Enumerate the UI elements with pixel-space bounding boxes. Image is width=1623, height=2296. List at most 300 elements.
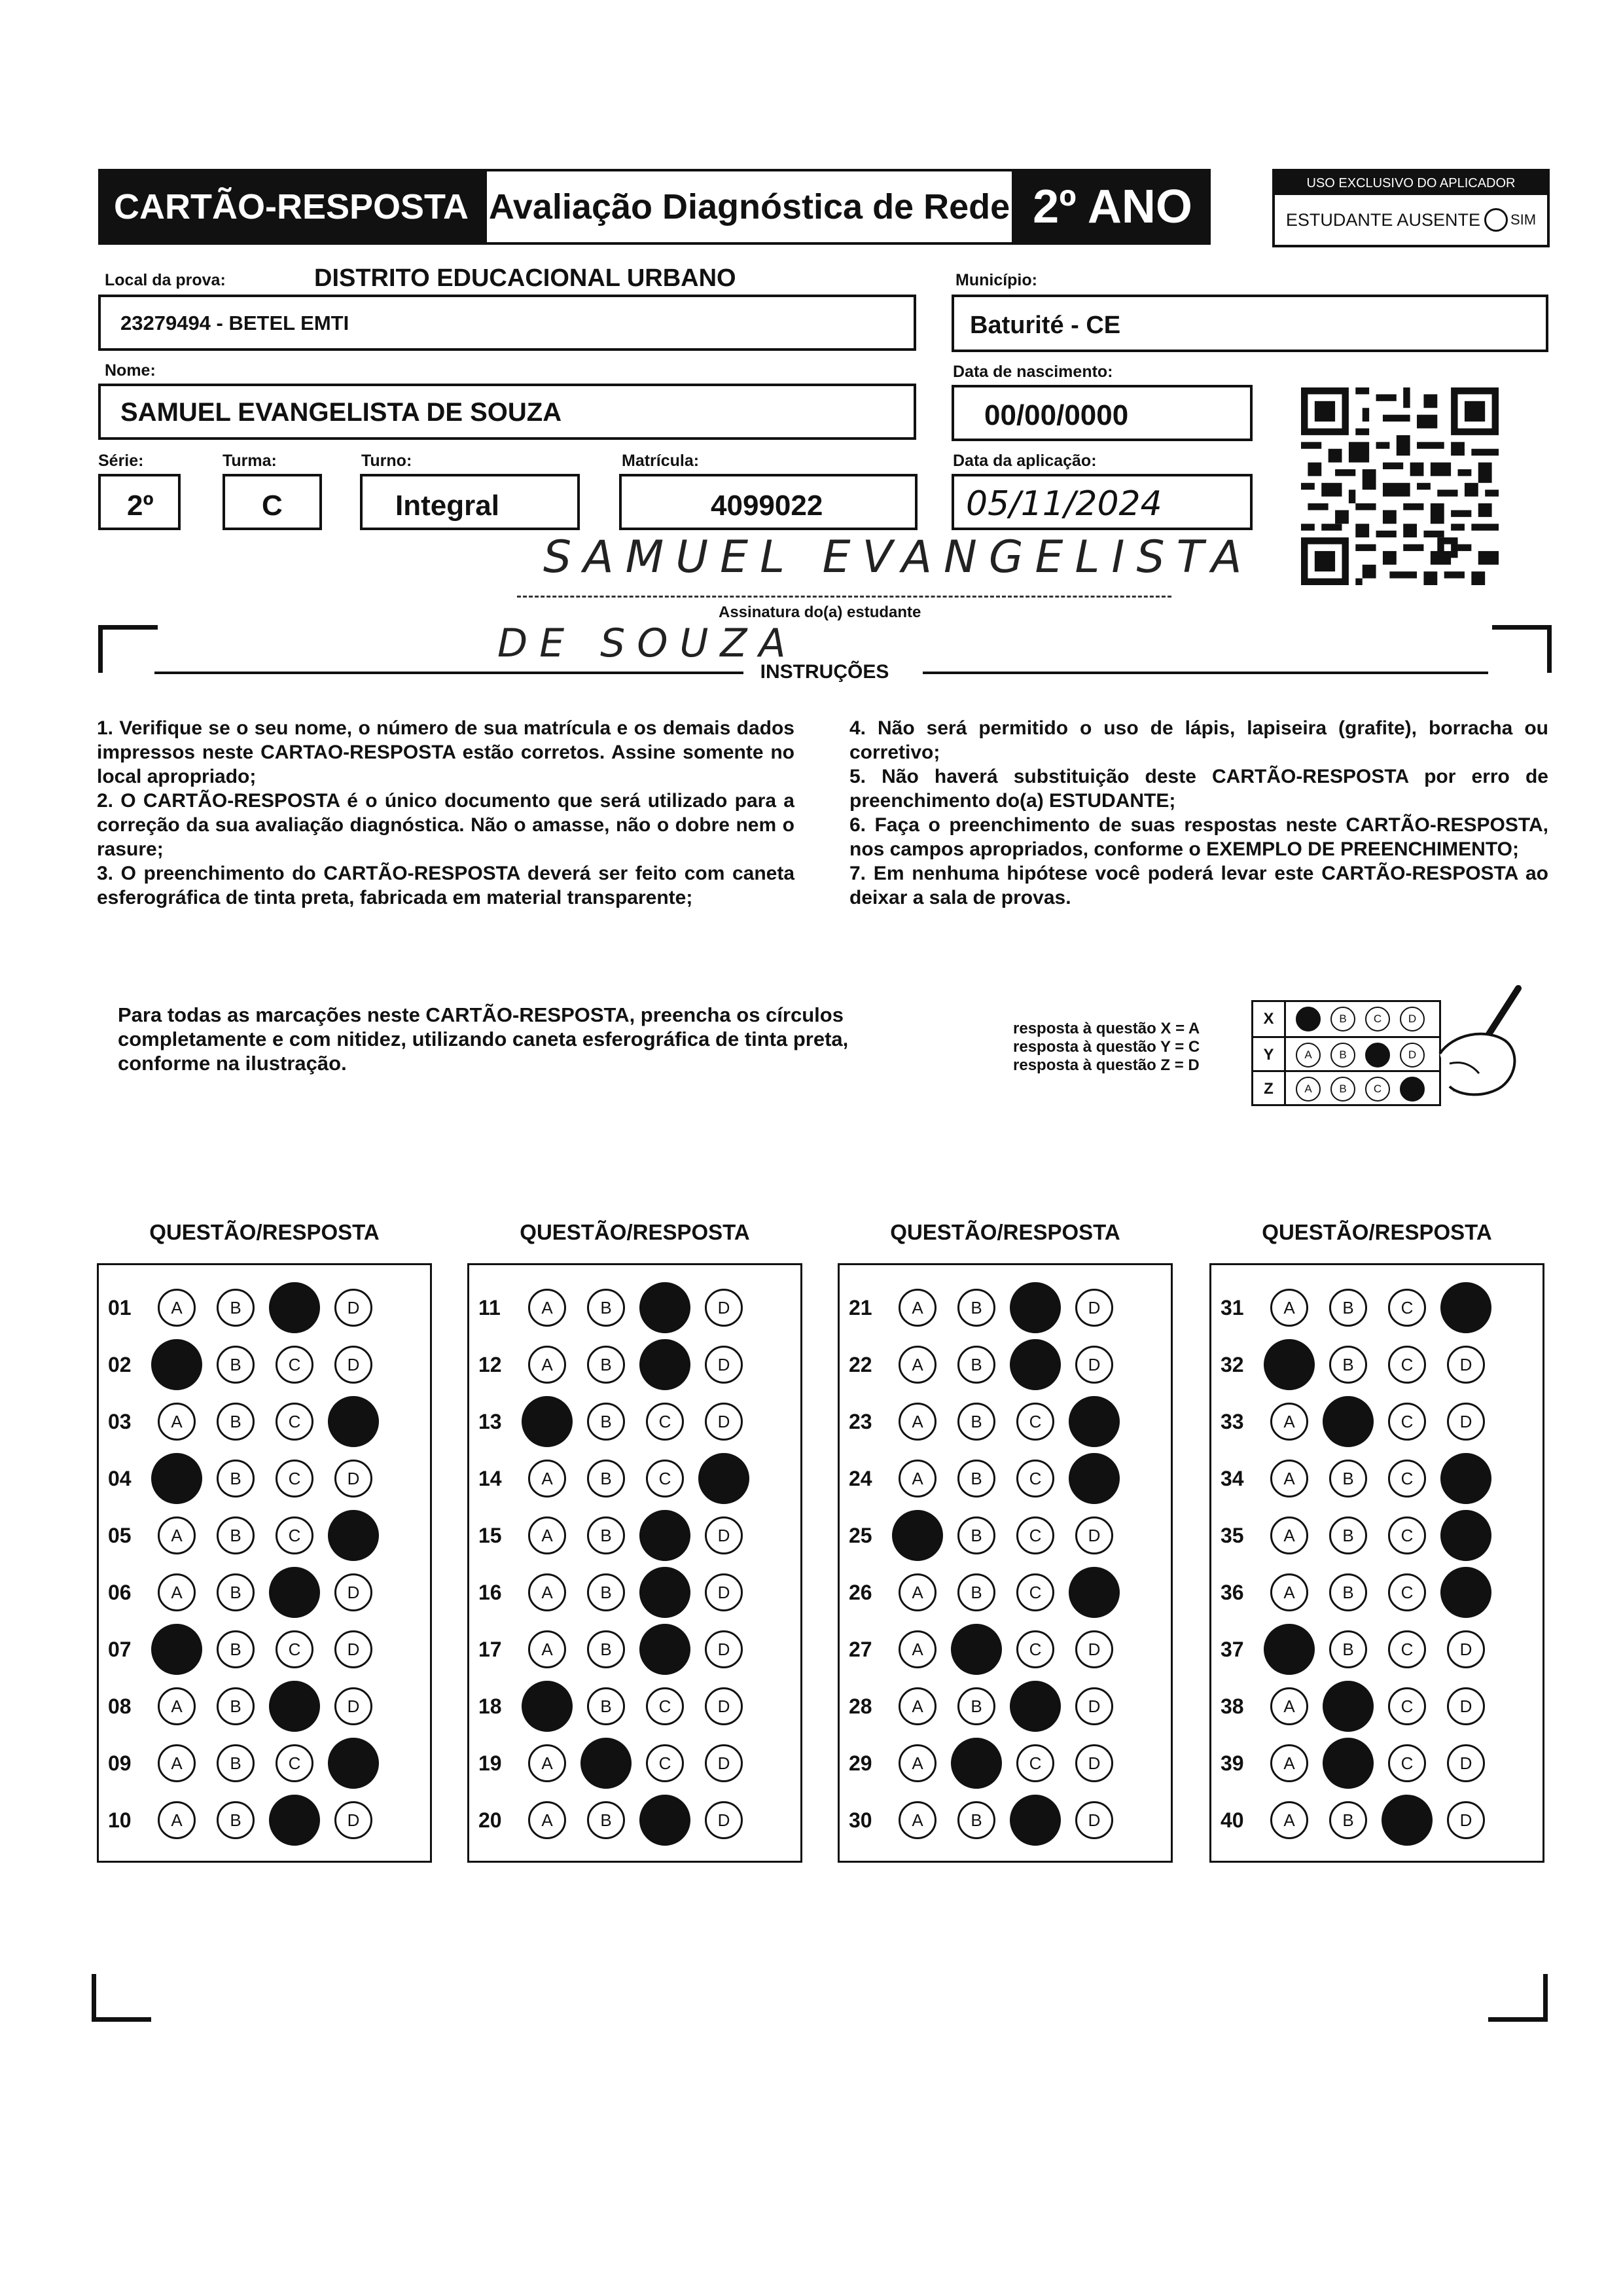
answer-bubble[interactable] [151,1453,202,1504]
question-number: 27 [849,1637,872,1661]
answer-bubble[interactable] [639,1339,690,1390]
question-number: 06 [108,1580,132,1604]
answer-bubble[interactable]: B [957,1573,995,1611]
answer-bubble[interactable]: B [217,1289,255,1327]
signature-dotted-line [517,596,1171,598]
question-number: 40 [1221,1808,1244,1832]
answer-bubble[interactable]: B [957,1801,995,1839]
nome-field [98,384,916,440]
answer-bubble[interactable]: A [1270,1687,1308,1725]
question-number: 29 [849,1751,872,1775]
absent-checkbox[interactable] [1484,208,1508,232]
example-bubble: B [1330,1007,1355,1031]
answer-bubble[interactable]: D [705,1573,743,1611]
question-row [469,1285,764,1331]
answer-bubble[interactable] [639,1567,690,1618]
fill-instruction: Para todas as marcações neste CARTÃO-RESPOSTA, preencha os círculos completamente e com nitidez, utilizando caneta esferográfica de tinta preta, conforme na ilustração. [118,1003,849,1075]
question-row [469,1626,764,1672]
answer-bubble[interactable]: D [705,1289,743,1327]
answer-bubble[interactable]: D [1447,1801,1485,1839]
question-row [840,1740,1134,1786]
answer-bubble[interactable]: A [1270,1289,1308,1327]
answer-bubble[interactable] [328,1510,379,1561]
question-number: 03 [108,1409,132,1433]
answer-bubble[interactable]: D [334,1346,372,1384]
turma-label: Turma: [223,452,277,470]
question-number: 21 [849,1295,872,1319]
answer-bubble[interactable]: A [528,1573,566,1611]
answer-bubble[interactable]: A [528,1460,566,1498]
signature-line1: SAMUEL EVANGELISTA [543,531,1254,583]
answer-bubble[interactable]: B [1329,1630,1367,1668]
question-row [469,1683,764,1729]
question-row [99,1456,393,1501]
answer-bubble[interactable]: C [1388,1403,1426,1441]
question-row [840,1342,1134,1388]
nascimento-label: Data de nascimento: [953,363,1113,381]
answer-bubble[interactable] [328,1738,379,1789]
answer-bubble[interactable]: A [899,1573,936,1611]
serie-label: Série: [98,452,144,470]
serie-value: 2º [127,490,154,522]
exam-title-text: Avaliação Diagnóstica de Rede [488,187,1010,226]
question-row [1211,1740,1506,1786]
question-number: 11 [478,1295,501,1319]
answer-bubble[interactable]: C [276,1630,313,1668]
answer-bubble[interactable]: B [957,1687,995,1725]
answer-bubble[interactable]: C [1388,1687,1426,1725]
answer-bubble[interactable]: D [705,1403,743,1441]
question-row [99,1342,393,1388]
example-row-label: Z [1253,1072,1286,1106]
answer-bubble[interactable] [1440,1510,1491,1561]
answer-bubble[interactable]: C [1016,1460,1054,1498]
turno-field [360,474,580,530]
answer-bubble[interactable]: D [705,1630,743,1668]
question-number: 18 [478,1694,502,1718]
answer-bubble[interactable]: B [957,1460,995,1498]
question-number: 25 [849,1523,872,1547]
matricula-label: Matrícula: [622,452,700,470]
question-row [99,1399,393,1444]
example-line-y: resposta à questão Y = C [1013,1038,1200,1056]
absent-row [1275,195,1547,245]
answer-bubble[interactable] [1440,1567,1491,1618]
answer-bubble[interactable]: D [1075,1346,1113,1384]
answer-bubble[interactable]: B [217,1346,255,1384]
instruction-2: 2. O CARTÃO-RESPOSTA é o único documento que será utilizado para a correção da sua avaliação diagnóstica. Não o amasse, não o dobre nem o rasure; [97,790,794,860]
nascimento-field [952,385,1253,441]
answer-bubble[interactable]: A [899,1403,936,1441]
answer-bubble[interactable] [698,1453,749,1504]
answer-bubble[interactable]: A [1270,1460,1308,1498]
question-number: 09 [108,1751,132,1775]
answer-bubble[interactable] [1010,1339,1061,1390]
aplicacao-field [952,474,1253,530]
absent-option: SIM [1510,211,1537,228]
example-bubble: C [1365,1077,1390,1102]
answer-bubble[interactable]: D [705,1346,743,1384]
answer-bubble[interactable]: D [705,1801,743,1839]
example-row-label: Y [1253,1038,1286,1072]
answer-bubble[interactable]: A [158,1801,196,1839]
grid-title: QUESTÃO/RESPOSTA [1262,1220,1492,1244]
question-number: 17 [478,1637,502,1661]
corner-mark-bottom-right [1488,1974,1548,2022]
example-legend [1013,1020,1200,1075]
instruction-7: 7. Em nenhuma hipótese você poderá levar este CARTÃO-RESPOSTA ao deixar a sala de provas. [849,863,1548,908]
question-row [840,1570,1134,1615]
answer-bubble[interactable]: C [276,1460,313,1498]
answer-bubble[interactable] [1264,1624,1315,1675]
answer-bubble[interactable]: B [217,1460,255,1498]
question-row [469,1342,764,1388]
question-number: 19 [478,1751,502,1775]
absent-label: ESTUDANTE AUSENTE [1285,209,1480,230]
answer-bubble[interactable]: C [1388,1573,1426,1611]
local-label: Local da prova: [105,271,226,289]
answer-bubble[interactable]: C [276,1403,313,1441]
answer-bubble[interactable]: D [1075,1801,1113,1839]
answer-bubble[interactable]: D [334,1573,372,1611]
question-row [1211,1456,1506,1501]
turno-label: Turno: [361,452,412,470]
answer-bubble[interactable]: B [217,1516,255,1554]
answer-bubble[interactable]: D [334,1630,372,1668]
answer-bubble[interactable] [1382,1795,1433,1846]
answer-bubble[interactable]: A [1270,1801,1308,1839]
question-row [99,1626,393,1672]
grid-title: QUESTÃO/RESPOSTA [149,1220,380,1244]
answer-bubble[interactable]: B [957,1346,995,1384]
answer-bubble[interactable] [522,1681,573,1732]
answer-bubble[interactable]: B [587,1801,625,1839]
answer-bubble[interactable]: B [587,1573,625,1611]
instruction-6: 6. Faça o preenchimento de suas respostas neste CARTÃO-RESPOSTA, nos campos apropriados, conforme o EXEMPLO DE PREENCHIMENTO; [849,814,1548,860]
answer-bubble[interactable]: A [1270,1403,1308,1441]
answer-bubble[interactable]: C [1388,1744,1426,1782]
question-number: 32 [1221,1352,1244,1376]
answer-bubble[interactable]: D [334,1460,372,1498]
answer-grid-column [838,1263,1173,1863]
answer-bubble[interactable]: A [528,1801,566,1839]
question-number: 14 [478,1466,502,1490]
answer-bubble[interactable] [269,1681,320,1732]
answer-bubble[interactable]: A [1270,1516,1308,1554]
answer-bubble[interactable]: B [587,1460,625,1498]
answer-bubble[interactable] [639,1510,690,1561]
answer-bubble[interactable]: C [1016,1573,1054,1611]
instructions-left-column [97,716,794,910]
answer-bubble[interactable]: C [276,1516,313,1554]
answer-bubble[interactable] [1323,1681,1374,1732]
answer-bubble[interactable] [1069,1453,1120,1504]
question-number: 37 [1221,1637,1244,1661]
answer-bubble[interactable]: D [1075,1630,1113,1668]
corner-mark-bottom-left [92,1974,151,2022]
answer-bubble[interactable] [892,1510,943,1561]
instruction-4: 4. Não será permitido o uso de lápis, lapiseira (grafite), borracha ou corretivo; [849,717,1548,763]
answer-bubble[interactable]: C [1016,1744,1054,1782]
example-row-label: X [1253,1002,1286,1036]
instructions-rule-right [923,672,1488,674]
question-number: 23 [849,1409,872,1433]
answer-bubble[interactable]: A [899,1630,936,1668]
serie-field [98,474,181,530]
answer-bubble[interactable]: B [1329,1289,1367,1327]
answer-bubble[interactable]: B [1329,1573,1367,1611]
answer-bubble[interactable]: D [1447,1403,1485,1441]
answer-bubble[interactable] [1440,1282,1491,1333]
answer-bubble[interactable]: C [1388,1516,1426,1554]
answer-bubble[interactable]: C [276,1346,313,1384]
question-number: 39 [1221,1751,1244,1775]
question-row [1211,1626,1506,1672]
answer-bubble[interactable] [639,1282,690,1333]
answer-bubble[interactable] [1264,1339,1315,1390]
answer-bubble[interactable]: B [587,1630,625,1668]
answer-bubble[interactable]: B [587,1403,625,1441]
question-number: 12 [478,1352,502,1376]
question-number: 35 [1221,1523,1244,1547]
question-row [469,1740,764,1786]
answer-bubble[interactable]: B [1329,1346,1367,1384]
answer-bubble[interactable]: D [1447,1630,1485,1668]
question-row [99,1513,393,1558]
answer-bubble[interactable]: B [957,1289,995,1327]
answer-bubble[interactable] [580,1738,632,1789]
example-row [1253,1002,1439,1036]
card-title [98,169,484,245]
question-row [840,1513,1134,1558]
example-bubble [1365,1043,1390,1067]
answer-bubble[interactable] [1010,1681,1061,1732]
question-row [840,1797,1134,1843]
answer-bubble[interactable]: B [217,1744,255,1782]
answer-bubble[interactable]: A [899,1346,936,1384]
answer-bubble[interactable]: B [587,1289,625,1327]
instructions-rule-left [154,672,743,674]
card-title-text: CARTÃO-RESPOSTA [113,187,469,226]
instruction-3: 3. O preenchimento do CARTÃO-RESPOSTA deverá ser feito com caneta esferográfica de tinta preta, fabricada em material transparente; [97,863,794,908]
answer-bubble[interactable]: B [1329,1516,1367,1554]
answer-bubble[interactable]: A [899,1744,936,1782]
question-row [840,1285,1134,1331]
answer-bubble[interactable]: C [646,1403,684,1441]
question-row [469,1456,764,1501]
answer-bubble[interactable]: C [646,1460,684,1498]
question-number: 31 [1221,1295,1244,1319]
answer-bubble[interactable] [1323,1396,1374,1447]
answer-bubble[interactable]: D [1447,1744,1485,1782]
question-number: 07 [108,1637,132,1661]
answer-bubble[interactable]: A [158,1516,196,1554]
answer-bubble[interactable] [269,1282,320,1333]
question-row [1211,1683,1506,1729]
answer-bubble[interactable]: A [899,1289,936,1327]
example-bubble: D [1400,1007,1425,1031]
answer-bubble[interactable]: A [528,1744,566,1782]
question-number: 15 [478,1523,502,1547]
question-row [1211,1285,1506,1331]
answer-bubble[interactable] [522,1396,573,1447]
answer-bubble[interactable]: B [587,1687,625,1725]
answer-bubble[interactable] [1010,1282,1061,1333]
answer-bubble[interactable]: B [587,1516,625,1554]
example-bubble: D [1400,1043,1425,1067]
answer-bubble[interactable]: C [1388,1346,1426,1384]
grid-title: QUESTÃO/RESPOSTA [890,1220,1120,1244]
answer-bubble[interactable]: D [1447,1687,1485,1725]
answer-bubble[interactable]: D [334,1289,372,1327]
answer-bubble[interactable]: A [528,1346,566,1384]
answer-bubble[interactable]: B [957,1516,995,1554]
answer-bubble[interactable]: D [705,1687,743,1725]
question-number: 20 [478,1808,502,1832]
answer-bubble[interactable]: A [899,1801,936,1839]
answer-bubble[interactable]: A [158,1289,196,1327]
question-number: 04 [108,1466,132,1490]
answer-bubble[interactable] [951,1624,1002,1675]
example-grid [1251,1000,1441,1106]
answer-bubble[interactable]: C [646,1687,684,1725]
example-bubble [1296,1007,1321,1031]
answer-bubble[interactable]: D [1075,1687,1113,1725]
matricula-value: 4099022 [711,490,823,522]
municipio-value: Baturité - CE [970,312,1121,339]
answer-bubble[interactable]: B [587,1346,625,1384]
example-line-z: resposta à questão Z = D [1013,1056,1200,1074]
answer-bubble[interactable]: C [1016,1630,1054,1668]
instruction-5: 5. Não haverá substituição deste CARTÃO-RESPOSTA por erro de preenchimento do(a) ESTUDANTE; [849,766,1548,812]
example-line-x: resposta à questão X = A [1013,1020,1200,1037]
answer-bubble[interactable] [1010,1795,1061,1846]
signature-label: Assinatura do(a) estudante [719,603,921,621]
answer-bubble[interactable]: D [1075,1744,1113,1782]
answer-bubble[interactable]: A [528,1289,566,1327]
question-row [99,1683,393,1729]
question-number: 36 [1221,1580,1244,1604]
answer-bubble[interactable]: C [276,1744,313,1782]
answer-grid-column [467,1263,802,1863]
school-value: 23279494 - BETEL EMTI [120,312,349,334]
answer-bubble[interactable]: D [1075,1289,1113,1327]
answer-bubble[interactable]: D [334,1687,372,1725]
answer-bubble[interactable]: C [1388,1460,1426,1498]
answer-bubble[interactable] [269,1567,320,1618]
qr-code-icon [1301,387,1499,585]
question-row [1211,1399,1506,1444]
answer-bubble[interactable]: C [1388,1289,1426,1327]
school-field [98,295,916,351]
applicator-box [1272,169,1550,247]
question-number: 16 [478,1580,502,1604]
answer-bubble[interactable]: C [1388,1630,1426,1668]
answer-bubble[interactable]: D [1447,1346,1485,1384]
answer-bubble[interactable] [639,1624,690,1675]
answer-bubble[interactable] [151,1624,202,1675]
instructions-title: INSTRUÇÕES [760,661,889,683]
answer-bubble[interactable]: B [217,1687,255,1725]
answer-bubble[interactable]: D [705,1516,743,1554]
question-number: 24 [849,1466,872,1490]
answer-bubble[interactable]: B [217,1573,255,1611]
answer-bubble[interactable] [269,1795,320,1846]
question-row [1211,1797,1506,1843]
corner-mark-top-left [98,625,158,673]
answer-bubble[interactable]: D [1075,1516,1113,1554]
answer-bubble[interactable] [951,1738,1002,1789]
pen-hand-icon [1414,982,1525,1100]
question-number: 22 [849,1352,872,1376]
question-number: 38 [1221,1694,1244,1718]
aplicacao-label: Data da aplicação: [953,452,1097,470]
answer-bubble[interactable] [1440,1453,1491,1504]
turma-value: C [262,490,283,522]
question-row [840,1456,1134,1501]
example-bubble: A [1296,1043,1321,1067]
question-number: 08 [108,1694,132,1718]
example-bubble: B [1330,1043,1355,1067]
answer-bubble[interactable]: C [646,1744,684,1782]
question-number: 13 [478,1409,502,1433]
answer-bubble[interactable] [151,1339,202,1390]
question-number: 01 [108,1295,132,1319]
answer-bubble[interactable]: B [217,1801,255,1839]
question-number: 28 [849,1694,872,1718]
municipio-field [952,295,1548,352]
answer-bubble[interactable]: B [1329,1460,1367,1498]
answer-grid-column [97,1263,432,1863]
question-number: 30 [849,1808,872,1832]
example-bubble: A [1296,1077,1321,1102]
answer-bubble[interactable]: A [158,1687,196,1725]
answer-bubble[interactable]: B [957,1403,995,1441]
example-bubble: C [1365,1007,1390,1031]
answer-bubble[interactable]: A [158,1744,196,1782]
answer-bubble[interactable]: D [705,1744,743,1782]
answer-bubble[interactable]: D [334,1801,372,1839]
signature-line2: DE SOUZA [497,620,798,666]
question-row [469,1797,764,1843]
question-number: 34 [1221,1466,1244,1490]
answer-bubble[interactable]: A [899,1460,936,1498]
question-row [99,1797,393,1843]
answer-bubble[interactable] [1069,1567,1120,1618]
answer-bubble[interactable]: A [158,1573,196,1611]
answer-bubble[interactable]: A [899,1687,936,1725]
answer-bubble[interactable]: A [528,1630,566,1668]
answer-bubble[interactable] [639,1795,690,1846]
example-row [1253,1036,1439,1072]
turma-field [223,474,322,530]
answer-bubble[interactable]: C [1016,1403,1054,1441]
answer-bubble[interactable]: B [1329,1801,1367,1839]
corner-mark-top-right [1492,625,1552,673]
answer-bubble[interactable]: B [217,1403,255,1441]
answer-bubble[interactable]: B [217,1630,255,1668]
answer-bubble[interactable]: A [158,1403,196,1441]
answer-bubble[interactable]: A [1270,1744,1308,1782]
answer-bubble[interactable]: C [1016,1516,1054,1554]
question-row [469,1570,764,1615]
answer-bubble[interactable] [1069,1396,1120,1447]
grade-badge [1014,169,1211,245]
answer-bubble[interactable] [328,1396,379,1447]
answer-bubble[interactable] [1323,1738,1374,1789]
answer-bubble[interactable]: A [1270,1573,1308,1611]
answer-bubble[interactable]: A [528,1516,566,1554]
